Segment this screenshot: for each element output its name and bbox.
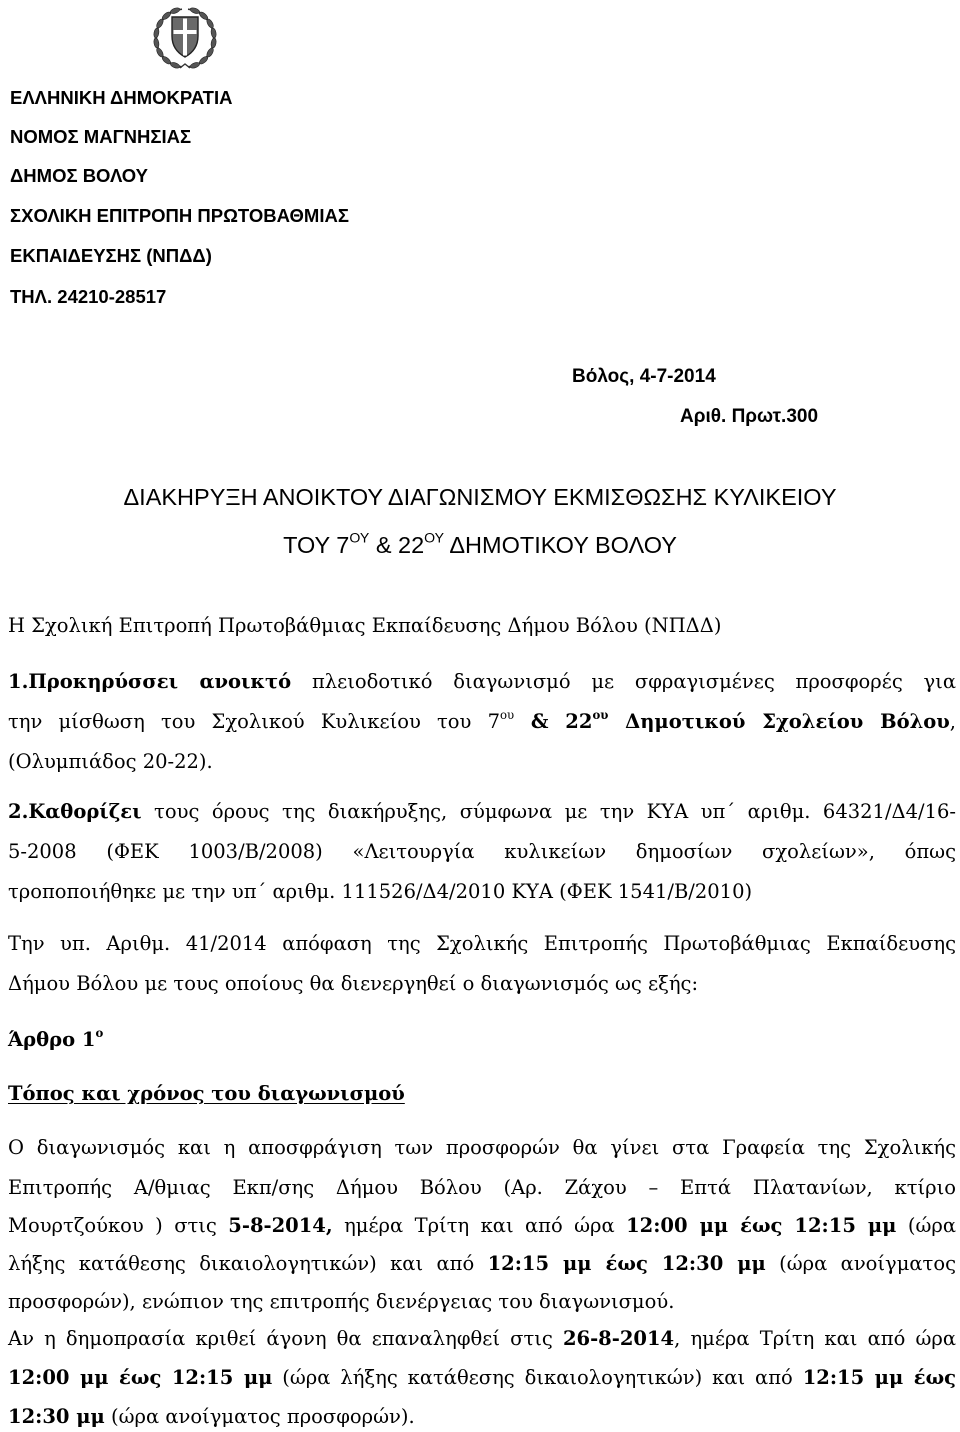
superscript: ΟΥ bbox=[349, 529, 370, 546]
superscript: ου bbox=[499, 708, 515, 723]
superscript: ου bbox=[592, 708, 609, 723]
item2-line bbox=[8, 799, 956, 825]
text-segment: Άρθρο 1 bbox=[8, 1028, 96, 1051]
article-line bbox=[8, 1289, 956, 1315]
text-segment: (ώρα ανοίγματος προσφορών). bbox=[104, 1405, 415, 1428]
item2-line bbox=[8, 879, 956, 905]
header-committee: ΣΧΟΛΙΚΗ ΕΠΙΤΡΟΠΗ ΠΡΩΤΟΒΑΘΜΙΑΣ bbox=[10, 205, 349, 226]
document-title: ΔΙΑΚΗΡΥΞΗ ΑΝΟΙΚΤΟΥ ΔΙΑΓΩΝΙΣΜΟΥ ΕΚΜΙΣΘΩΣΗΣ ΚΥΛΙΚΕΙΟΥ bbox=[123, 484, 837, 510]
place-date: Βόλος, 4-7-2014 bbox=[572, 366, 716, 387]
bold-text: 12:00 μμ έως 12:15 μμ bbox=[8, 1366, 273, 1389]
bold-text: 12:30 μμ bbox=[8, 1405, 105, 1428]
text-segment: , bbox=[949, 710, 956, 733]
text-segment: τους όρους της διακήρυξης, σύμφωνα με την ΚΥΑ υπ΄ αριθμ. 64321/Δ4/16- bbox=[141, 800, 956, 823]
text-segment: Επιτροπής Α/θμιας Εκπ/σης Δήμου Βόλου (Αρ. Ζάχου – Επτά Πλατανίων, κτίριο bbox=[8, 1176, 956, 1199]
header-municipality: ΔΗΜΟΣ ΒΟΛΟΥ bbox=[10, 165, 149, 186]
document-subtitle bbox=[0, 530, 960, 560]
text-segment: ΤΟΥ 7 bbox=[283, 532, 350, 558]
text-segment: , ημέρα Τρίτη και από ώρα bbox=[674, 1327, 956, 1350]
article-line bbox=[8, 1326, 956, 1352]
superscript: ο bbox=[95, 1026, 104, 1041]
decision-line: Δήμου Βόλου με τους οποίους θα διενεργηθεί ο διαγωνισμός ως εξής: bbox=[8, 972, 699, 995]
item1-line bbox=[8, 709, 956, 735]
article-label bbox=[8, 1027, 956, 1053]
item1-line bbox=[8, 669, 956, 695]
bold-text: Δημοτικού Σχολείου Βόλου bbox=[608, 710, 950, 733]
text-segment: (Ολυμπιάδος 20-22). bbox=[8, 750, 213, 773]
text-segment: Τόπος και χρόνος του διαγωνισμού bbox=[8, 1082, 405, 1105]
bold-text: & 22 bbox=[514, 710, 593, 733]
bold-text: 2.Καθορίζει bbox=[8, 800, 142, 823]
item2-line bbox=[8, 839, 956, 865]
text-segment: ημέρα Τρίτη και από ώρα bbox=[332, 1214, 627, 1237]
header-phone: ΤΗΛ. 24210-28517 bbox=[10, 286, 167, 307]
article-line bbox=[8, 1251, 956, 1277]
text-segment: πλειοδοτικό διαγωνισμό με σφραγισμένες προσφορές για bbox=[291, 670, 956, 693]
text-segment: (ώρα λήξης κατάθεσης δικαιολογητικών) και από bbox=[272, 1366, 803, 1389]
article-line bbox=[8, 1135, 956, 1161]
text-segment: (ώρα ανοίγματος bbox=[765, 1252, 956, 1275]
header-committee-cont: ΕΚΠΑΙΔΕΥΣΗΣ (ΝΠΔΔ) bbox=[10, 245, 212, 266]
article-line bbox=[8, 1175, 956, 1201]
header-country: ΕΛΛΗΝΙΚΗ ΔΗΜΟΚΡΑΤΙΑ bbox=[10, 87, 233, 108]
bold-text: 12:15 μμ έως bbox=[802, 1366, 957, 1389]
text-segment: 5-2008 (ΦΕΚ 1003/Β/2008) «Λειτουργία κυλικείων δημοσίων σχολείων», όπως bbox=[8, 840, 956, 863]
text-segment: τροποποιήθηκε με την υπ΄ αριθμ. 111526/Δ4/2010 ΚΥΑ (ΦΕΚ 1541/Β/2010) bbox=[8, 880, 753, 903]
text-segment: & 22 bbox=[369, 532, 425, 558]
decision-line: Την υπ. Αριθμ. 41/2014 απόφαση της Σχολικής Επιτροπής Πρωτοβάθμιας Εκπαίδευσης bbox=[8, 932, 956, 955]
bold-text: 12:15 μμ έως 12:30 μμ bbox=[487, 1252, 766, 1275]
text-segment: λήξης κατάθεσης δικαιολογητικών) και από bbox=[8, 1252, 488, 1275]
text-segment: (ώρα bbox=[896, 1214, 956, 1237]
article-line bbox=[8, 1213, 956, 1239]
text-segment: προσφορών), ενώπιον της επιτροπής διενέργειας του διαγωνισμού. bbox=[8, 1290, 675, 1313]
article-line bbox=[8, 1404, 956, 1430]
article-heading bbox=[8, 1081, 956, 1107]
bold-text: 5-8-2014, bbox=[228, 1214, 333, 1237]
text-segment: την μίσθωση του Σχολικού Κυλικείου του 7 bbox=[8, 710, 500, 733]
bold-text: 26-8-2014 bbox=[562, 1327, 675, 1350]
text-segment: ΔΗΜΟΤΙΚΟΥ ΒΟΛΟΥ bbox=[444, 532, 677, 558]
text-segment: Μουρτζούκου ) στις bbox=[8, 1214, 229, 1237]
text-segment: Ο διαγωνισμός και η αποσφράγιση των προσφορών θα γίνει στα Γραφεία της Σχολικής bbox=[8, 1136, 956, 1159]
article-line bbox=[8, 1365, 956, 1391]
header-prefecture: ΝΟΜΟΣ ΜΑΓΝΗΣΙΑΣ bbox=[10, 126, 192, 147]
intro-line: Η Σχολική Επιτροπή Πρωτοβάθμιας Εκπαίδευσης Δήμου Βόλου (ΝΠΔΔ) bbox=[8, 614, 722, 637]
item1-line bbox=[8, 749, 956, 775]
bold-text: 1.Προκηρύσσει ανοικτό bbox=[8, 670, 292, 693]
bold-text: 12:00 μμ έως 12:15 μμ bbox=[626, 1214, 897, 1237]
text-segment: Αν η δημοπρασία κριθεί άγονη θα επαναληφθεί στις bbox=[8, 1327, 563, 1350]
superscript: ΟΥ bbox=[424, 529, 445, 546]
greek-coat-of-arms-icon bbox=[150, 0, 220, 72]
protocol-number: Αριθ. Πρωτ.300 bbox=[680, 406, 819, 427]
